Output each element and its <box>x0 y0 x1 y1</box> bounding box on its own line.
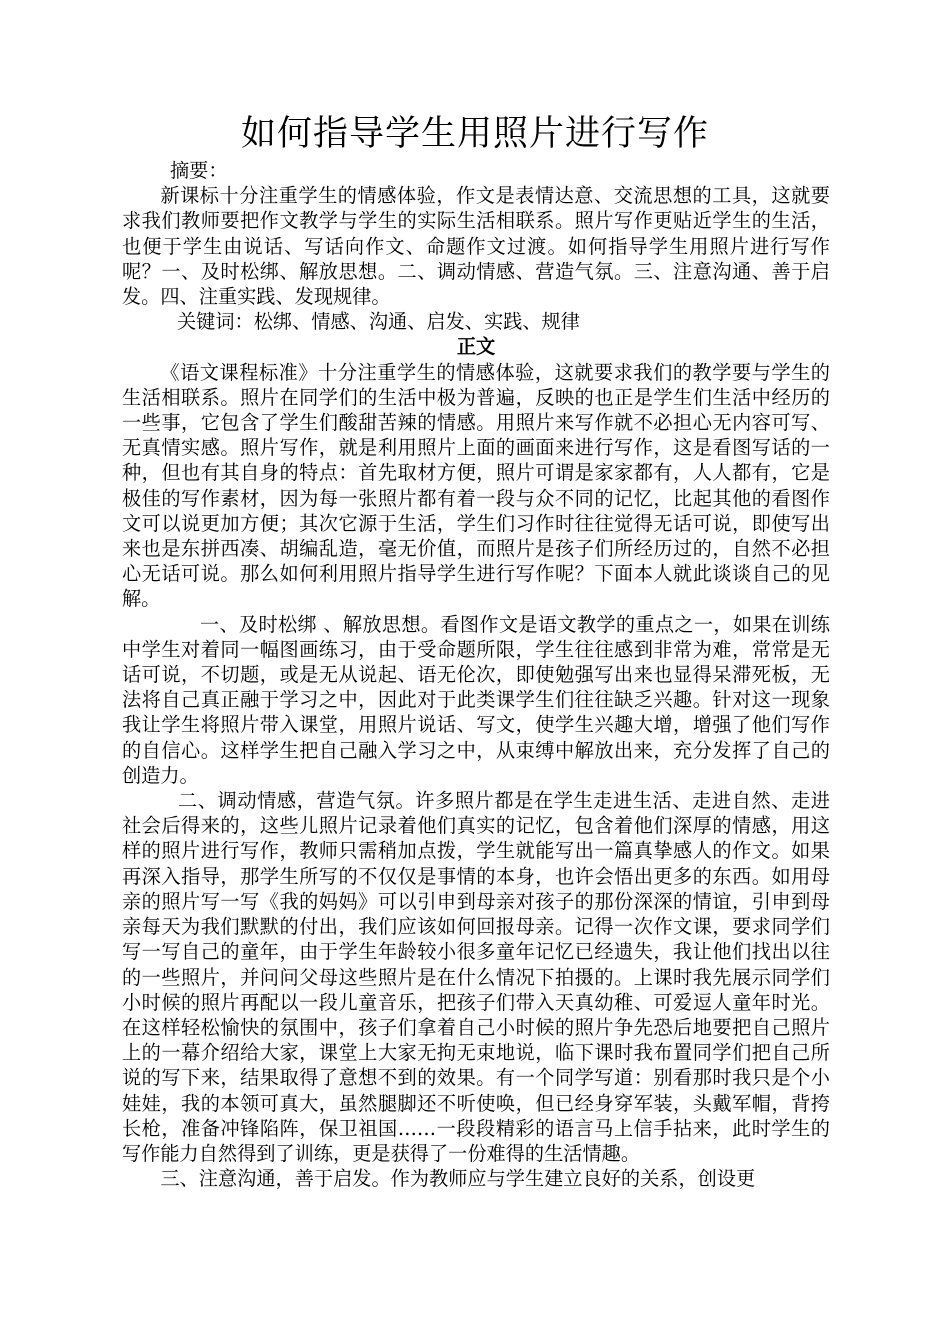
section-3-paragraph: 三、注意沟通，善于启发。作为教师应与学生建立良好的关系，创设更 <box>160 1167 756 1191</box>
keywords-line: 关键词：松绑、情感、沟通、启发、实践、规律 <box>177 310 580 334</box>
section-2-paragraph: 二、调动情感，营造气氛。许多照片都是在学生走进生活、走进自然、走进社会后得来的，这些儿照片记录着他们真实的记忆，包含着他们深厚的情感，用这样的照片进行写作，教师只需稍加点拨，学生就能写出一篇真挚感人的作文。如果再深入指导，那学生所写的不仅仅是事情的本身，也许会悟出更多的东西。如用母亲的照片写一写《我的妈妈》可以引申到母亲对孩子的那份深深的情谊，引申到母亲每天为我们默默的付出，我们应该如何回报母亲。记得一次作文课，要求同学们写一写自己的童年，由于学生年龄较小很多童年记忆已经遗失，我让他们找出以往的一些照片，并问问父母这些照片是在什么情况下拍摄的。上课时我先展示同学们小时候的照片再配以一段儿童音乐，把孩子们带入天真幼稚、可爱逗人童年时光。在这样轻松愉快的氛围中，孩子们拿着自己小时候的照片争先恐后地要把自己照片上的一幕介绍给大家，课堂上大家无拘无束地说，临下课时我布置同学们把自己所说的写下来，结果取得了意想不到的效果。有一个同学写道：别看那时我只是个小娃娃，我的本领可真大，虽然腿脚还不听使唤，但已经身穿军装，头戴军帽，背挎长枪，准备冲锋陷阵，保卫祖国……一段段精彩的语言马上信手拈来，此时学生的写作能力自然得到了训练，更是获得了一份难得的生活情趣。 <box>122 789 830 1165</box>
body-heading: 正文 <box>456 335 496 359</box>
document-title: 如何指导学生用照片进行写作 <box>240 114 709 154</box>
document-content <box>122 158 830 1191</box>
intro-paragraph: 《语文课程标准》十分注重学生的情感体验，这就要求我们的教学要与学生的生活相联系。照片在同学们的生活中极为普遍，反映的也正是学生们生活中经历的一些事，它包含了学生们酸甜苦辣的情感。用照片来写作就不必担心无内容可写、无真情实感。照片写作，就是利用照片上面的画面来进行写作，这是看图写话的一种，但也有其自身的特点：首先取材方便，照片可谓是家家都有，人人都有，它是极佳的写作素材，因为每一张照片都有着一段与众不同的记忆，比起其他的看图作文可以说更加方便；其次它源于生活，学生们习作时往往觉得无话可说，即使写出来也是东拼西凑、胡编乱造，毫无价值，而照片是孩子们所经历过的，自然不必担心无话可说。那么如何利用照片指导学生进行写作呢？下面本人就此谈谈自己的见解。 <box>122 360 830 611</box>
abstract-label: 摘要： <box>170 159 228 182</box>
section-1-paragraph: 一、及时松绑 、解放思想。看图作文是语文教学的重点之一，如果在训练中学生对着同一幅图画练习，由于受命题所限，学生往往感到非常为难，常常是无话可说，不切题，或是无从说起、语无伦次，即使勉强写出来也显得呆滞死板，无法将自己真正融于学习之中，因此对于此类课学生们往往缺乏兴趣。针对这一现象我让学生将照片带入课堂，用照片说话、写文，使学生兴趣大增，增强了他们写作的自信心。这样学生把自己融入学习之中，从束缚中解放出来，充分发挥了自己的创造力。 <box>122 612 830 787</box>
abstract-text: 新课标十分注重学生的情感体验，作文是表情达意、交流思想的工具，这就要求我们教师要把作文教学与学生的实际生活相联系。照片写作更贴近学生的生活，也便于学生由说话、写话向作文、命题作文过渡。如何指导学生用照片进行写作呢？一、及时松绑、解放思想。二、调动情感、营造气氛。三、注意沟通、善于启发。四、注重实践、发现规律。 <box>122 184 830 309</box>
